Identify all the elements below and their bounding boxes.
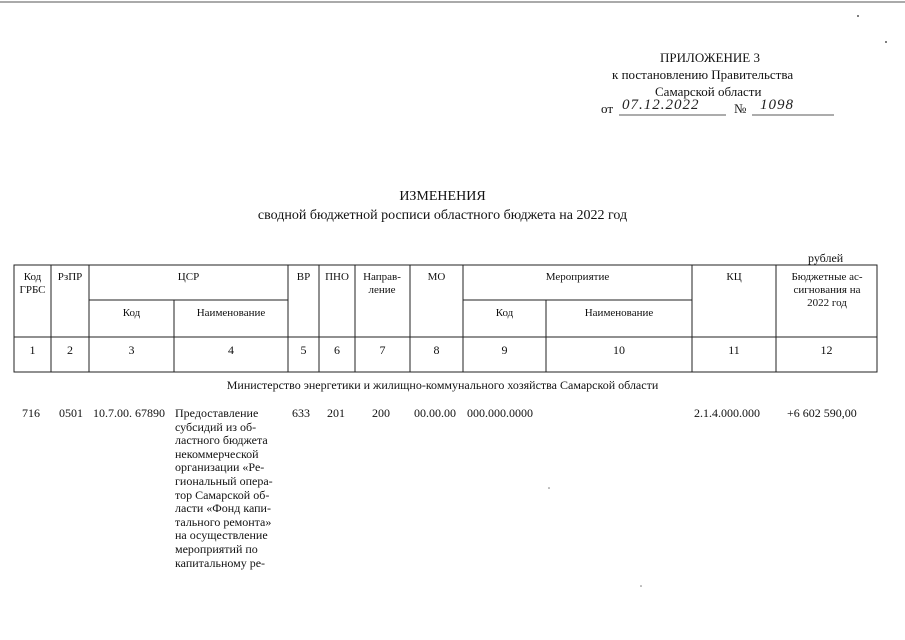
row-csr-name-line: на осуществление [175,528,268,543]
column-number: 6 [334,343,340,357]
row-csr-kod: 10.7.00. 67890 [93,406,165,420]
row-vr: 633 [292,406,310,420]
units-label: рублей [808,251,844,265]
header-budget: Бюджетные ас-сигнования на 2022 год [791,271,863,309]
header-vr: ВР [296,271,311,283]
row-pno: 201 [327,406,345,420]
appendix-number-handwritten: 1098 [760,97,794,113]
appendix-title: ПРИЛОЖЕНИЕ 3 [660,50,760,65]
row-csr-name-line: Предоставление [175,406,259,420]
row-kc: 2.1.4.000.000 [694,406,760,420]
row-rzpr: 0501 [59,406,83,420]
row-csr-name [175,407,287,570]
row-csr-name-line: капитальному ре- [175,555,266,570]
row-csr-name-line: тального ремонта» [175,514,272,529]
row-mo: 00.00.00 [414,406,456,420]
document-subtitle: сводной бюджетной росписи областного бюджета на 2022 год [257,208,628,223]
row-csr-name-line: гиональный опера- [175,473,273,488]
column-number: 9 [501,343,508,357]
header-kod-grbs: Код ГРБС [19,271,46,296]
row-csr-name-line: некоммерческой [175,446,259,461]
column-number: 2 [67,343,73,357]
header-csr-kod: Код [122,307,141,319]
row-meropriyatie-kod: 000.000.0000 [467,406,533,420]
header-meropriyatie-kod: Код [495,307,514,319]
row-csr-name-line: ластного бюджета [175,433,268,448]
column-number: 5 [300,343,307,357]
appendix-region-line: Самарской области [655,84,762,99]
column-number: 8 [433,343,440,357]
column-number: 4 [228,343,234,357]
section-heading: Министерство энергетики и жилищно-коммунального хозяйства Самарской области [226,378,659,392]
header-csr: ЦСР [177,271,200,283]
column-number: 3 [128,343,135,357]
column-number: 10 [613,343,625,357]
row-csr-name-line: ласти «Фонд капи- [175,501,271,516]
row-amount: +6 602 590,00 [787,406,857,420]
appendix-decree-line: к постановлению Правительства [612,67,794,82]
header-meropriyatie: Мероприятие [545,271,610,283]
row-grbs: 716 [22,406,40,420]
row-napravlenie: 200 [372,406,390,420]
header-pno: ПНО [325,271,349,283]
column-number: 1 [29,343,36,357]
row-csr-name-line: организации «Ре- [175,460,265,475]
header-csr-name: Наименование [196,307,266,319]
appendix-date-prefix: от [601,101,614,116]
document-title: ИЗМЕНЕНИЯ [399,189,486,204]
appendix-number-prefix: № [734,101,747,116]
header-rzpr: РзПР [57,271,83,283]
row-csr-name-line: тор Самарской об- [175,487,270,502]
header-napravlenie: Направ-ление [363,271,401,296]
header-mo: МО [427,271,446,283]
header-meropriyatie-name: Наименование [584,307,654,319]
appendix-date-handwritten: 07.12.2022 [622,97,700,113]
column-number: 11 [728,343,740,357]
header-kc: КЦ [726,271,742,283]
column-number: 7 [379,343,386,357]
row-csr-name-line: субсидий из об- [175,419,257,434]
column-number: 12 [820,343,833,357]
row-csr-name-line: мероприятий по [175,541,258,556]
